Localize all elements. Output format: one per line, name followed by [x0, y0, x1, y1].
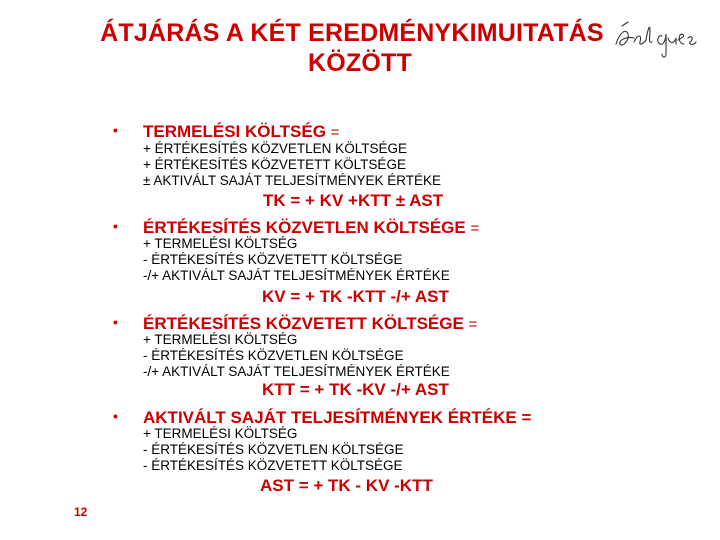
section-heading-text: TERMELÉSI KÖLTSÉG: [143, 122, 326, 141]
section-line: + ÉRTÉKESÍTÉS KÖZVETLEN KÖLTSÉGE: [143, 141, 407, 156]
handwritten-signature-icon: [612, 14, 712, 64]
section-lines-1: [143, 141, 441, 189]
section-heading-text: AKTIVÁLT SAJÁT TELJESÍTMÉNYEK ÉRTÉKE =: [143, 408, 532, 427]
section-line: + TERMELÉSI KÖLTSÉG: [143, 426, 298, 441]
formula-4: AST = + TK - KV -KTT: [260, 476, 433, 495]
formula-3: KTT = + TK -KV -/+ AST: [262, 380, 449, 399]
section-heading-text: ÉRTÉKESÍTÉS KÖZVETETT KÖLTSÉGE: [143, 314, 464, 333]
slide-title-line2: KÖZÖTT: [308, 49, 412, 77]
section-line: + ÉRTÉKESÍTÉS KÖZVETETT KÖLTSÉGE: [143, 157, 406, 172]
page-number: 12: [74, 505, 88, 519]
section-line: + TERMELÉSI KÖLTSÉG: [143, 236, 298, 251]
section-line: - ÉRTÉKESÍTÉS KÖZVETETT KÖLTSÉGE: [143, 458, 403, 473]
section-lines-3: [143, 332, 450, 380]
section-line: -/+ AKTIVÁLT SAJÁT TELJESÍTMÉNYEK ÉRTÉKE: [143, 364, 450, 379]
section-line: -/+ AKTIVÁLT SAJÁT TELJESÍTMÉNYEK ÉRTÉKE: [143, 268, 450, 283]
formula-2: KV = + TK -KTT -/+ AST: [262, 287, 449, 306]
section-line: + TERMELÉSI KÖLTSÉG: [143, 332, 298, 347]
section-line: - ÉRTÉKESÍTÉS KÖZVETLEN KÖLTSÉGE: [143, 442, 404, 457]
section-heading-text: ÉRTÉKESÍTÉS KÖZVETLEN KÖLTSÉGE: [143, 218, 466, 237]
bullet-dot-icon: •: [113, 122, 118, 138]
section-lines-2: [143, 236, 450, 284]
bullet-dot-icon: •: [113, 218, 118, 234]
formula-1: TK = + KV +KTT ± AST: [263, 191, 444, 210]
equals-sign: =: [330, 124, 340, 141]
bullet-dot-icon: •: [113, 314, 118, 330]
equals-sign: =: [470, 220, 480, 237]
section-heading-1: [113, 120, 339, 143]
equals-sign: =: [468, 316, 478, 333]
section-line: ± AKTIVÁLT SAJÁT TELJESÍTMÉNYEK ÉRTÉKE: [143, 173, 442, 188]
section-line: - ÉRTÉKESÍTÉS KÖZVETLEN KÖLTSÉGE: [143, 348, 404, 363]
bullet-dot-icon: •: [113, 408, 118, 424]
section-line: - ÉRTÉKESÍTÉS KÖZVETETT KÖLTSÉGE: [143, 252, 403, 267]
section-lines-4: [143, 426, 404, 474]
slide-title-line1: ÁTJÁRÁS A KÉT EREDMÉNYKIMUITATÁS: [100, 19, 604, 47]
